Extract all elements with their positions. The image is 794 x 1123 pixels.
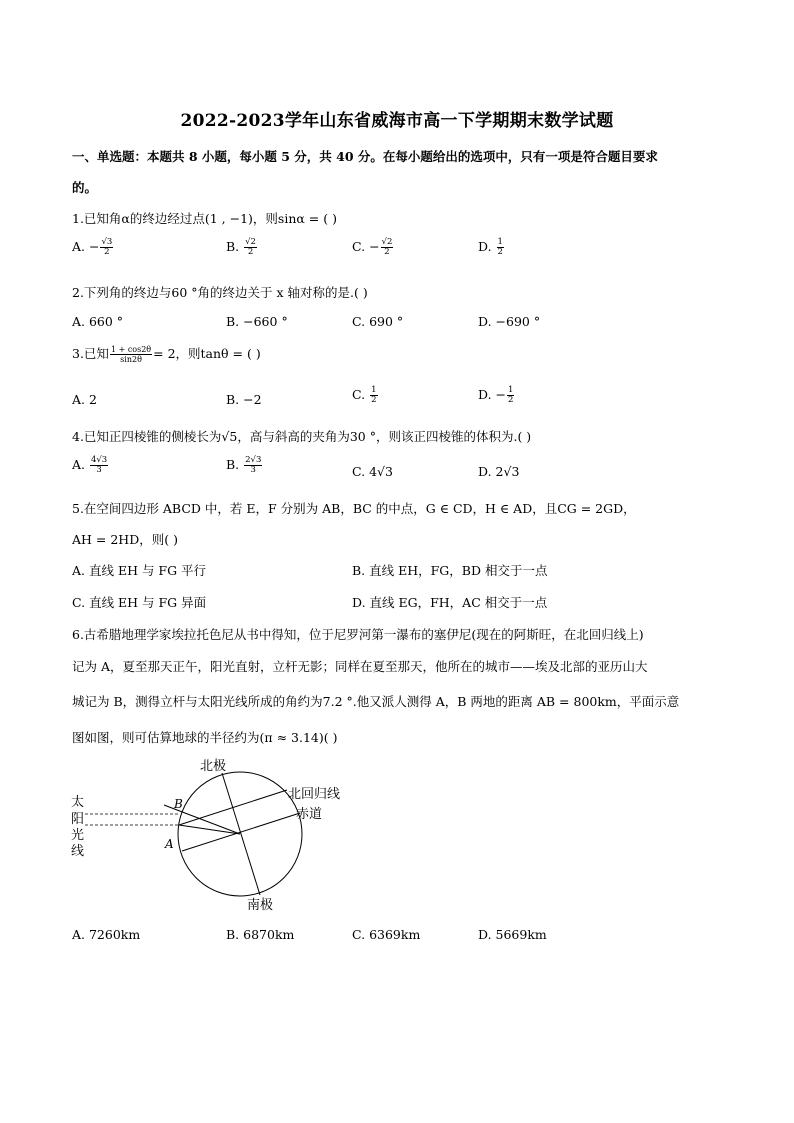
- question-3-option-d: D. − $\frac{1}{2}$: [478, 385, 514, 405]
- question-6-stem-line-1: 6.古希腊地理学家埃拉托色尼从书中得知，位于尼罗河第一瀑布的塞伊尼(现在的阿斯旺，在北回归线上): [72, 627, 644, 642]
- question-3-option-b: B. −2: [226, 392, 262, 407]
- question-4-option-d: D. 2√3: [478, 464, 520, 479]
- question-5-option-b: B. 直线 EH，FG，BD 相交于一点: [352, 563, 548, 578]
- question-6-option-a: A. 7260km: [72, 927, 141, 942]
- question-1-option-c: C. − $\frac{√2}{2}$: [352, 237, 393, 257]
- question-4-stem: 4.已知正四棱锥的侧棱长为√5，高与斜高的夹角为30 °，则该正四棱锥的体积为.( ): [72, 429, 532, 444]
- north-pole-label: 北极: [200, 759, 227, 774]
- polar-axis: [222, 773, 260, 895]
- equator-label: 赤道: [296, 807, 323, 822]
- question-2-stem: 2.下列角的终边与60 °角的终边关于 x 轴对称的是.( ): [72, 285, 368, 300]
- point-a-label: A: [165, 837, 174, 851]
- question-5-stem-line-1: 5.在空间四边形 ABCD 中，若 E，F 分别为 AB，BC 的中点，G ∈ CD，H ∈ AD，且CG = 2GD，: [72, 501, 636, 516]
- question-6-stem-line-4: 图如图，则可估算地球的半径约为(π ≈ 3.14)( ): [72, 730, 338, 745]
- question-6-stem-line-3: 城记为 B，测得立杆与太阳光线所成的角约为7.2 °.他又派人测得 A，B 两地的距离 AB = 800km，平面示意: [72, 694, 680, 709]
- question-6-option-b: B. 6870km: [226, 927, 295, 942]
- question-3-stem: 3.已知 $\frac{1 + \cos 2\theta}{\sin 2\theta}$ = 2，则tanθ = ( ): [72, 345, 261, 364]
- question-5-option-d: D. 直线 EG，FH，AC 相交于一点: [352, 595, 548, 610]
- question-6-stem-line-2: 记为 A，夏至那天正午，阳光直射，立杆无影；同样在夏至那天，他所在的城市——埃及北部的亚历山大: [72, 659, 648, 674]
- question-4-option-c: C. 4√3: [352, 464, 393, 479]
- question-5-option-c: C. 直线 EH 与 FG 异面: [72, 595, 207, 610]
- question-2-option-a: A. 660 °: [72, 314, 124, 329]
- sun-label-4: 线: [71, 844, 85, 859]
- question-5-option-a: A. 直线 EH 与 FG 平行: [72, 563, 207, 578]
- sun-label-3: 光: [71, 828, 85, 843]
- section-instruction-line-1: 一、单选题：本题共 8 小题，每小题 5 分，共 40 分。在每小题给出的选项中，只有一项是符合题目要求: [72, 149, 658, 164]
- question-2-option-c: C. 690 °: [352, 314, 404, 329]
- question-1-option-a: A. − $\frac{√3}{2}$: [72, 237, 113, 257]
- question-1-stem: 1.已知角α的终边经过点(1 , −1)，则sinα = ( ): [72, 211, 337, 226]
- question-4-option-a: A. $\frac{4√3}{3}$: [72, 455, 108, 475]
- question-1-option-d: D. $\frac{1}{2}$: [478, 237, 503, 257]
- point-b-label: B: [174, 797, 183, 811]
- tropic-label: 北回归线: [288, 787, 341, 802]
- section-instruction-line-2: 的。: [72, 180, 98, 195]
- tropic-line: [179, 790, 287, 825]
- page-title: 2022-2023学年山东省威海市高一下学期期末数学试题: [180, 111, 614, 131]
- sun-label-2: 阳: [71, 812, 85, 827]
- question-2-option-d: D. −690 °: [478, 314, 541, 329]
- south-pole-label: 南极: [247, 898, 274, 913]
- question-3-option-c: C. $\frac{1}{2}$: [352, 385, 377, 405]
- earth-diagram: [68, 756, 368, 916]
- sun-label-1: 太: [71, 795, 85, 810]
- question-6-option-d: D. 5669km: [478, 927, 547, 942]
- question-2-option-b: B. −660 °: [226, 314, 288, 329]
- ray-a: [179, 825, 240, 834]
- question-6-option-c: C. 6369km: [352, 927, 421, 942]
- question-4-option-b: B. $\frac{2√3}{3}$: [226, 455, 262, 475]
- question-5-stem-line-2: AH = 2HD，则( ): [72, 532, 178, 547]
- question-3-option-a: A. 2: [72, 392, 97, 407]
- question-1-option-b: B. $\frac{√2}{2}$: [226, 237, 256, 257]
